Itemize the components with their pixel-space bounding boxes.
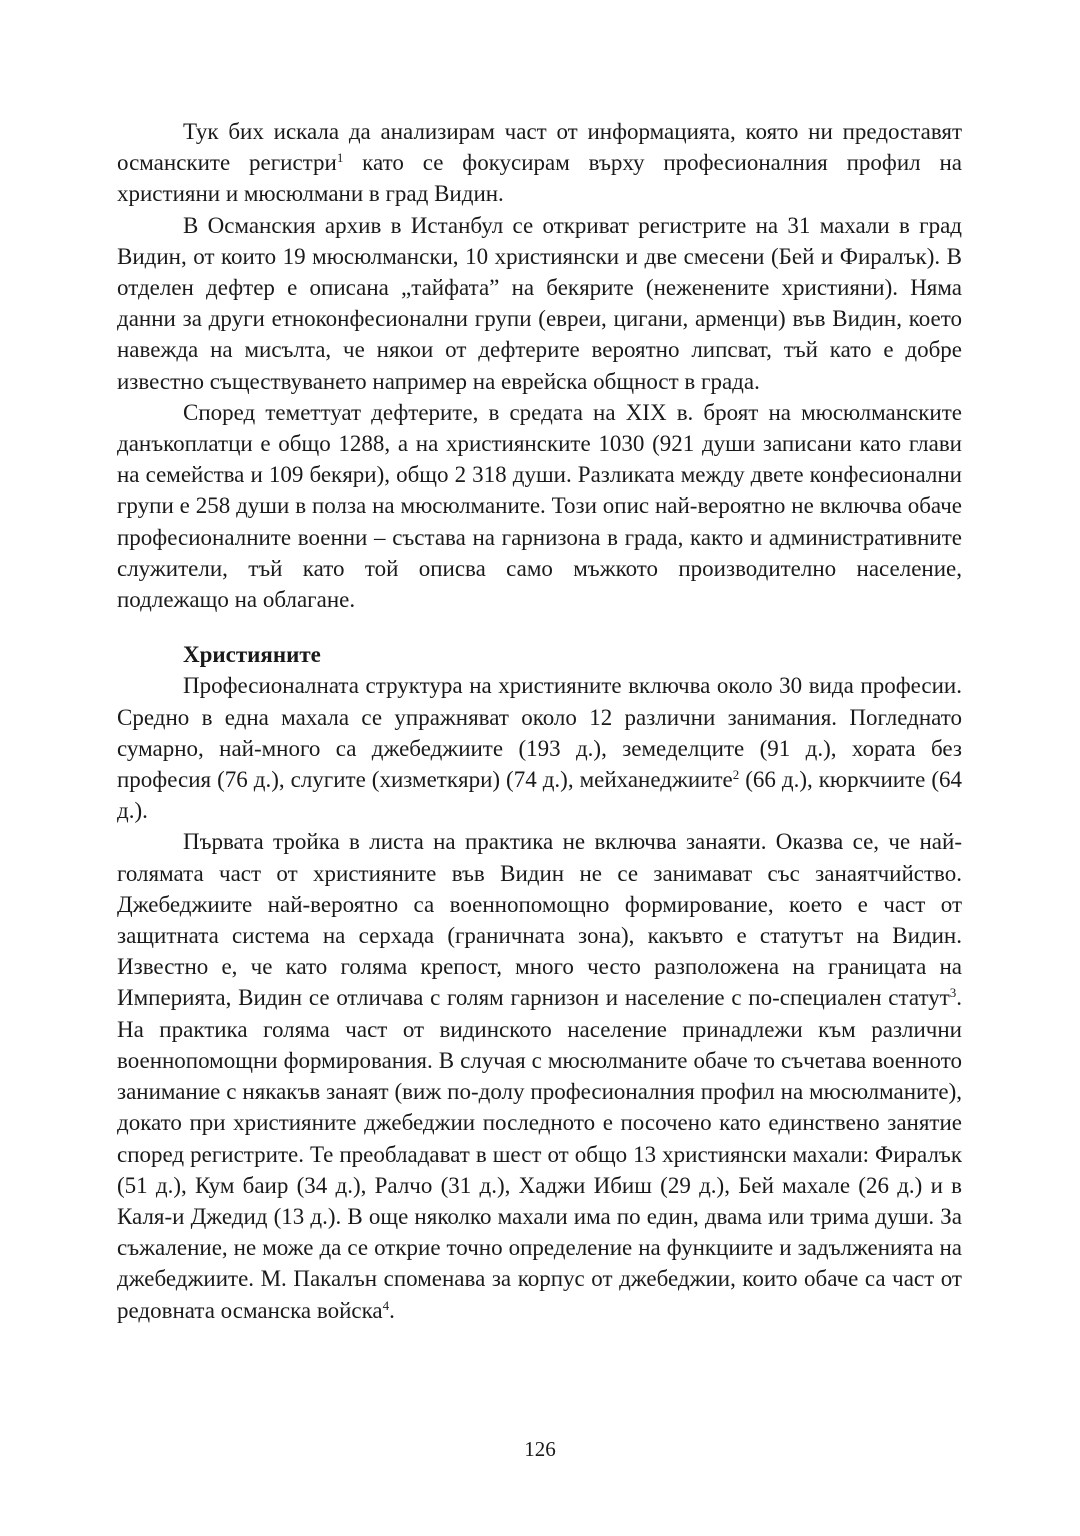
- section-heading: Християните: [183, 642, 321, 668]
- paragraph-intro: Тук бих искала да анализирам част от информацията, която ни предоставят османските регистри$^1$ като се фокусирам върху професионалния профил на християни и мюсюлмани в град Видин.: [117, 119, 962, 207]
- section-spacer: [117, 615, 962, 639]
- footnote-ref-4[interactable]: 4: [382, 1297, 390, 1313]
- footnote-ref-3[interactable]: 3: [949, 985, 957, 1001]
- paragraph-tax-registers: Според теметтуат дефтерите, в средата на XIX в. броят на мюсюлманските данъкоплатци е общо 1288, а на християнските 1030 (921 души записани като глави на семейства и 109 бекяри), общо 2 318 души. Разликата между двете конфесионални групи е 258 души в полза на мюсюлманите. Този опис най-вероятно не включва обаче професионалните военни – състава на гарнизона в града, както и административните служители, тъй като той описва само мъжкото производително население, подлежащо на облагане.: [117, 399, 962, 613]
- page-body: [117, 116, 962, 1326]
- footnote-ref-1[interactable]: 1: [336, 150, 344, 166]
- page-number: 126: [524, 1437, 556, 1461]
- paragraph-archive: В Османския архив в Истанбул се откриват регистрите на 31 махали в град Видин, от които 19 мюсюлмански, 10 християнски и две смесени (Бей и Фиралък). В отделен дефтер е описана „тайфата” на бекярите (неженените християни). Няма данни за други етноконфесионални групи (евреи, цигани, арменци) във Видин, което навежда на мисълта, че някои от дефтерите вероятно липсват, тъй като е добре известно съществуването например на еврейска общност в града.: [117, 212, 962, 394]
- footnote-ref-2[interactable]: 2: [732, 767, 740, 783]
- paragraph-jebejii: Първата тройка в листа на практика не включва занаяти. Оказва се, че най-голямата част от християните във Видин не се занимават със занаятчийство. Джебеджиите най-вероятно са военнопомощно формирование, което е част от защитната система на серхада (граничната зона), какъвто е статутът на Видин. Известно е, че като голяма крепост, много често разположена на границата на Империята, Видин се отличава с голям гарнизон и население с по-специален статут$^3$. На практика голяма част от видинското население принадлежи към различни военнопомощни формирования. В случая с мюсюлманите обаче то съчетава военното занимание с някакъв занаят (виж по-долу професионалния профил на мюсюлманите), докато при християните джебеджии последното е посочено като единствено занятие според регистрите. Те преобладават в шест от общо 13 християнски махали: Фиралък (51 д.), Кум баир (34 д.), Ралчо (31 д.), Хаджи Ибиш (29 д.), Бей махале (26 д.) и в Каля-и Джедид (13 д.). В още няколко махали има по един, двама или трима души. За съжаление, не може да се открие точно определение на функциите и задълженията на джебеджиите. М. Пакалън споменава за корпус от джебеджии, които обаче са част от редовната османска войска$^4$.: [117, 829, 962, 1323]
- paragraph-professions: Професионалната структура на християните включва около 30 вида професии. Средно в една махала се упражняват около 12 различни занимания. Погледнато сумарно, най-много са джебеджиите (193 д.), земеделците (91 д.), хората без професия (76 д.), слугите (хизметкяри) (74 д.), мейханеджиите$^2$ (66 д.), кюркчиите (64 д.).: [117, 673, 962, 824]
